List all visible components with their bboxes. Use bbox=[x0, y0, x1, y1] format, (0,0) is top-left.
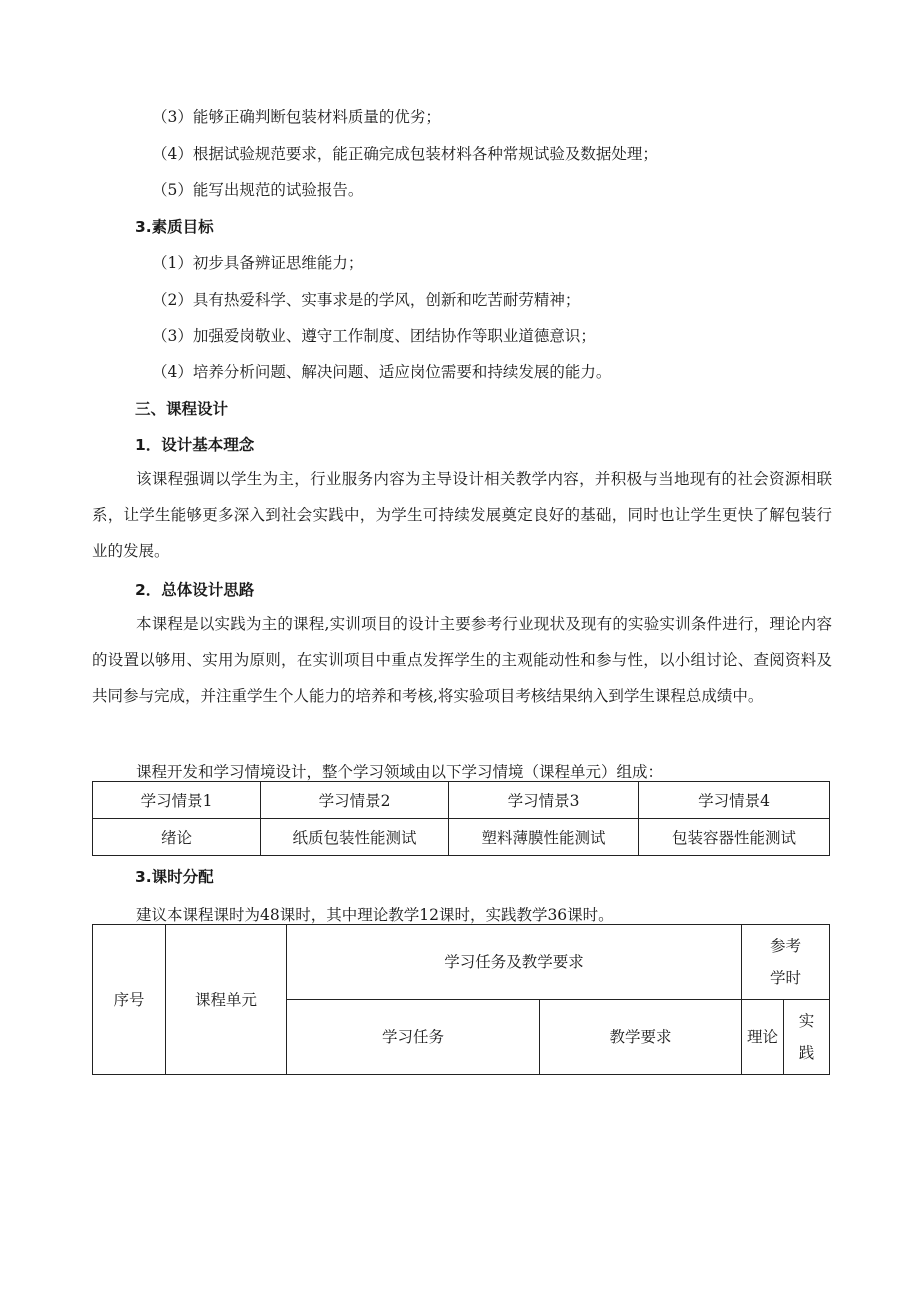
situation-header-4: 学习情景4 bbox=[639, 782, 830, 819]
col-serial-number: 序号 bbox=[93, 925, 166, 1075]
situation-header-3: 学习情景3 bbox=[449, 782, 639, 819]
practice-label-top: 实 bbox=[798, 1012, 815, 1030]
situation-cell-1: 绪论 bbox=[93, 819, 261, 856]
quality-item-4: （4）培养分析问题、解决问题、适应岗位需要和持续发展的能力。 bbox=[152, 363, 612, 381]
quality-item-3: （3）加强爱岗敬业、遵守工作制度、团结协作等职业道德意识； bbox=[152, 327, 596, 345]
hours-allocation-table bbox=[92, 924, 830, 1075]
reference-label: 参考 bbox=[770, 937, 802, 955]
knowledge-item-3: （3）能够正确判断包装材料质量的优劣； bbox=[152, 108, 441, 126]
col-teaching-requirement: 教学要求 bbox=[540, 1000, 742, 1075]
col-practice bbox=[784, 1000, 830, 1075]
knowledge-item-4: （4）根据试验规范要求，能正确完成包装材料各种常规试验及数据处理； bbox=[152, 145, 658, 163]
hours-label: 学时 bbox=[770, 969, 802, 987]
learning-situation-table bbox=[92, 781, 830, 856]
quality-item-1: （1）初步具备辨证思维能力； bbox=[152, 254, 364, 272]
practice-label-bottom: 践 bbox=[798, 1044, 815, 1062]
col-theory: 理论 bbox=[742, 1000, 784, 1075]
heading-quality-goals: 3.素质目标 bbox=[135, 218, 214, 236]
situation-cell-2: 纸质包装性能测试 bbox=[261, 819, 449, 856]
paragraph-hours: 建议本课程课时为48课时，其中理论教学12课时，实践教学36课时。 bbox=[136, 906, 614, 924]
table-row bbox=[93, 782, 830, 819]
col-learning-task: 学习任务 bbox=[287, 1000, 540, 1075]
heading-hours-allocation: 3.课时分配 bbox=[135, 868, 214, 886]
paragraph-design-concept: 该课程强调以学生为主，行业服务内容为主导设计相关教学内容，并积极与当地现有的社会资源相联系，让学生能够更多深入到社会实践中，为学生可持续发展奠定良好的基础，同时也让学生更快了解包装行业的发展。 bbox=[92, 470, 832, 560]
paragraph-overall-design: 本课程是以实践为主的课程,实训项目的设计主要参考行业现状及现有的实验实训条件进行，理论内容的设置以够用、实用为原则，在实训项目中重点发挥学生的主观能动性和参与性，以小组讨论、查阅资料及共同参与完成，并注重学生个人能力的培养和考核,将实验项目考核结果纳入到学生课程总成绩中。 bbox=[92, 615, 832, 705]
situation-header-1: 学习情景1 bbox=[93, 782, 261, 819]
heading-design-concept: 1．设计基本理念 bbox=[135, 436, 255, 454]
col-task-and-requirement: 学习任务及教学要求 bbox=[287, 925, 742, 1000]
heading-overall-design: 2．总体设计思路 bbox=[135, 581, 255, 599]
col-reference-hours bbox=[742, 925, 830, 1000]
situation-cell-4: 包装容器性能测试 bbox=[639, 819, 830, 856]
table-row bbox=[93, 819, 830, 856]
situation-cell-3: 塑料薄膜性能测试 bbox=[449, 819, 639, 856]
heading-course-design: 三、课程设计 bbox=[135, 400, 229, 418]
situation-header-2: 学习情景2 bbox=[261, 782, 449, 819]
quality-item-2: （2）具有热爱科学、实事求是的学风，创新和吃苦耐劳精神； bbox=[152, 291, 581, 309]
table-row bbox=[93, 925, 830, 1000]
paragraph-situation-intro: 课程开发和学习情境设计，整个学习领域由以下学习情境（课程单元）组成： bbox=[136, 763, 664, 781]
knowledge-item-5: （5）能写出规范的试验报告。 bbox=[152, 181, 364, 199]
col-course-unit: 课程单元 bbox=[166, 925, 287, 1075]
